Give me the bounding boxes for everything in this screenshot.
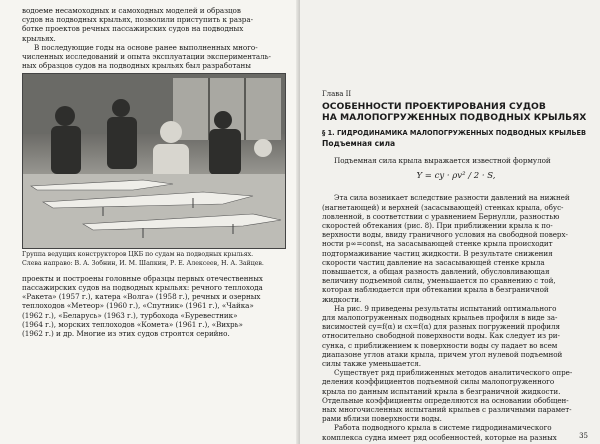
right-paragraph-3: Существует ряд приближенных методов аналитического опре- деления коэффициентов подъемной силы малопогруженного крыла по данным испытаний крыла в безграничной жидкости. Отдельные коэффициенты определяются на основании обобщен- ных многочисленных испытаний крыльев с различными парамет- рами вблизи поверхности воды. [322, 368, 573, 424]
right-page [300, 0, 600, 444]
right-paragraph-2: На рис. 9 приведены результаты испытаний оптимального для малопогруженных подводных крыльев профиля в виде за- висимостей cy=f(α) и cx=f(α) для разных погружений профиля относительно свободной поверхности воды. Как следует из ри- сунка, с приближением к поверхности воды cy падает во всем диапазоне углов атаки крыла, причем угол нулевой подъемной силы также уменьшается. [322, 303, 563, 369]
right-paragraph-4: Работа подводного крыла в системе гидродинамического комплекса судна имеет ряд особенностей, которые на разных [322, 423, 557, 442]
lift-formula: Y = cy · ρv² / 2 · S, [416, 171, 496, 182]
photo-illustration [23, 74, 285, 248]
formula-intro: Подъемная сила крыла выражается известной формулой [334, 156, 551, 166]
chapter-title: ОСОБЕННОСТИ ПРОЕКТИРОВАНИЯ СУДОВ НА МАЛОПОГРУЖЕННЫХ ПОДВОДНЫХ КРЫЛЬЯХ [322, 101, 587, 123]
designers-group-photo [22, 73, 286, 249]
right-paragraph-1: Эта сила возникает вследствие разности давлений на нижней (нагнетающей) и верхней (засасывающей) стенках крыла, обус- ловленной, в соответствии с уравнением Бернулли, разностью скоростей обтекания (рис. 8). При приближении крыла к по- верхности воды, ввиду граничного условия на свободной поверх- ности p∞=const, на засасывающей стенке крыла происходит подтормаживание частиц жидкости. В результате снижения скорости частиц давление на засасывающей стенке крыла повышается, а общая разность давлений, обусловливающая величину подъемной силы, уменьшается по сравнению с той, которая наблюдается при обтекании крыла в безграничной жидкости. [322, 193, 570, 304]
left-second-paragraph: В последующие годы на основе ранее выполненных много- численных исследований и опыта эксплуатации эксперименталь- ных образцов судов на подводных крыльях был разработаны [22, 42, 271, 71]
photo-caption: Группа ведущих конструкторов ЦКБ по судам на подводных крыльях. Слева направо: В. А. Зобнин, И. М. Шапкин, Р. Е. Алексеев, Н. А. Зайцев. [22, 251, 264, 267]
left-top-paragraph: водоеме несамоходных и самоходных моделей и образцов судов на подводных крыльях, позволили приступить к разра- ботке проектов речных пассажирских судов на подводных крыльях. [22, 6, 253, 43]
left-bottom-paragraph: проекты и построены головные образцы первых отечественных пассажирских судов на подводных крыльях: речного теплохода «Ракета» (1957 г.), катера «Волга» (1958 г.), речных и озерных теплоходов «Метеор» (1960 г.), «Спутник» (1961 г.), «Чайка» (1962 г.), «Беларусь» (1963 г.), турбохода «Буревестник» (1964 г.), морских теплоходов «Комета» (1961 г.), «Вихрь» (1962 г.) и др. Многие из этих судов строятся серийно. [22, 273, 263, 339]
subsection-title: Подъемная сила [322, 139, 396, 149]
chapter-label: Глава II [322, 90, 352, 98]
page-number: 35 [579, 432, 588, 440]
section-title: § 1. ГИДРОДИНАМИКА МАЛОПОГРУЖЕННЫХ ПОДВОДНЫХ КРЫЛЬЕВ [322, 129, 587, 138]
